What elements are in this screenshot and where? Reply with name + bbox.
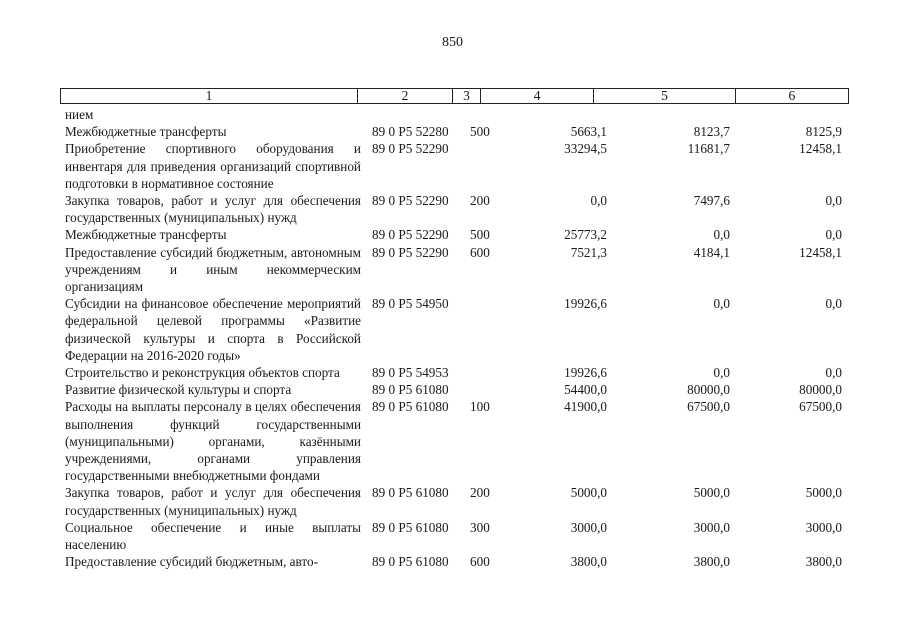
table-row: [65, 295, 855, 364]
row-value-6: 80000,0: [799, 382, 842, 398]
row-name: нием: [65, 107, 94, 122]
row-value-6: 3800,0: [805, 554, 842, 570]
row-type: 600: [470, 554, 490, 570]
row-code: 89 0 P5 61080: [372, 399, 449, 415]
row-value-6: 0,0: [825, 365, 842, 381]
table-row: [65, 123, 855, 140]
row-type: 500: [470, 124, 490, 140]
row-value-5: 0,0: [713, 365, 730, 381]
budget-table-body: [65, 106, 855, 570]
table-row: [65, 226, 855, 243]
row-value-4: 41900,0: [564, 399, 607, 415]
header-col-2: 2: [358, 89, 453, 103]
row-value-5: 5000,0: [693, 485, 730, 501]
row-value-5: 3000,0: [693, 519, 730, 535]
row-name: Межбюджетные трансферты: [65, 227, 227, 243]
row-type: 100: [470, 399, 490, 415]
row-value-6: 0,0: [825, 296, 842, 312]
row-type: 600: [470, 244, 490, 260]
row-name: Закупка товаров, работ и услуг для обеспечения государственных (муниципальных) нужд: [65, 193, 361, 226]
row-value-6: 12458,1: [799, 244, 842, 260]
row-code: 89 0 P5 61080: [372, 554, 449, 570]
row-value-6: 0,0: [825, 193, 842, 209]
row-code: 89 0 P5 61080: [372, 519, 449, 535]
header-col-4: 4: [481, 89, 594, 103]
row-value-5: 11681,7: [687, 141, 730, 157]
table-row: [65, 519, 855, 553]
row-value-5: 8123,7: [693, 124, 730, 140]
row-value-6: 8125,9: [805, 124, 842, 140]
table-row: [65, 192, 855, 226]
header-col-5: 5: [594, 89, 735, 103]
table-row: [65, 364, 855, 381]
row-code: 89 0 P5 52290: [372, 141, 449, 157]
row-value-4: 7521,3: [570, 244, 607, 260]
row-name: Субсидии на финансовое обеспечение мероприятий федеральной целевой программы «Развитие физической культуры и спорта в Российской Федерации на 2016-2020 годы»: [65, 296, 361, 363]
table-row: [65, 244, 855, 296]
row-name: Развитие физической культуры и спорта: [65, 382, 292, 398]
row-value-4: 5663,1: [570, 124, 607, 140]
row-value-5: 4184,1: [693, 244, 730, 260]
row-code: 89 0 P5 52280: [372, 124, 449, 140]
row-name: Расходы на выплаты персоналу в целях обеспечения выполнения функций государственными (муниципальными) органами, казёнными учреждениями, органами управления государственными внебюджетными фондами: [65, 399, 361, 484]
row-name: Строительство и реконструкция объектов спорта: [65, 365, 340, 381]
row-type: 500: [470, 227, 490, 243]
row-value-6: 0,0: [825, 227, 842, 243]
table-header: [60, 88, 849, 104]
row-code: 89 0 P5 54950: [372, 296, 449, 312]
row-code: 89 0 P5 61080: [372, 485, 449, 501]
row-name: Предоставление субсидий бюджетным, автономным учреждениям и иным некоммерческим организациям: [65, 244, 361, 295]
page-number: 850: [442, 35, 463, 50]
row-name: Предоставление субсидий бюджетным, авто-: [65, 554, 318, 570]
row-code: 89 0 P5 61080: [372, 382, 449, 398]
row-name: Приобретение спортивного оборудования и инвентаря для приведения организаций спортивной подготовки в нормативное состояние: [65, 141, 361, 191]
table-row: [65, 398, 855, 484]
header-col-1: 1: [61, 89, 358, 103]
row-value-4: 0,0: [590, 193, 607, 209]
table-row: [65, 484, 855, 518]
row-name: Социальное обеспечение и иные выплаты населению: [65, 519, 361, 553]
row-value-5: 7497,6: [693, 193, 730, 209]
row-value-6: 12458,1: [799, 141, 842, 157]
row-value-6: 67500,0: [799, 399, 842, 415]
row-value-4: 3000,0: [570, 519, 607, 535]
table-row: [65, 553, 855, 570]
row-value-4: 25773,2: [564, 227, 607, 243]
row-value-5: 80000,0: [687, 382, 730, 398]
row-value-4: 19926,6: [564, 365, 607, 381]
row-value-4: 5000,0: [570, 485, 607, 501]
row-code: 89 0 P5 52290: [372, 193, 449, 209]
row-value-5: 0,0: [713, 227, 730, 243]
header-col-6: 6: [788, 88, 796, 103]
row-type: 300: [470, 519, 490, 535]
row-name: Закупка товаров, работ и услуг для обеспечения государственных (муниципальных) нужд: [65, 485, 361, 518]
header-col-3: 3: [453, 89, 481, 103]
row-type: 200: [470, 485, 490, 501]
row-value-4: 54400,0: [564, 382, 607, 398]
row-code: 89 0 P5 52290: [372, 244, 449, 260]
row-value-6: 3000,0: [805, 519, 842, 535]
row-code: 89 0 P5 52290: [372, 227, 449, 243]
row-value-5: 67500,0: [687, 399, 730, 415]
table-row: [65, 140, 855, 192]
row-value-5: 3800,0: [693, 554, 730, 570]
row-value-4: 3800,0: [570, 554, 607, 570]
row-type: 200: [470, 193, 490, 209]
row-name: Межбюджетные трансферты: [65, 124, 227, 140]
row-code: 89 0 P5 54953: [372, 365, 449, 381]
row-value-4: 33294,5: [564, 141, 607, 157]
row-value-6: 5000,0: [805, 485, 842, 501]
table-row: [65, 106, 855, 123]
table-row: [65, 381, 855, 398]
row-value-4: 19926,6: [564, 296, 607, 312]
row-value-5: 0,0: [713, 296, 730, 312]
